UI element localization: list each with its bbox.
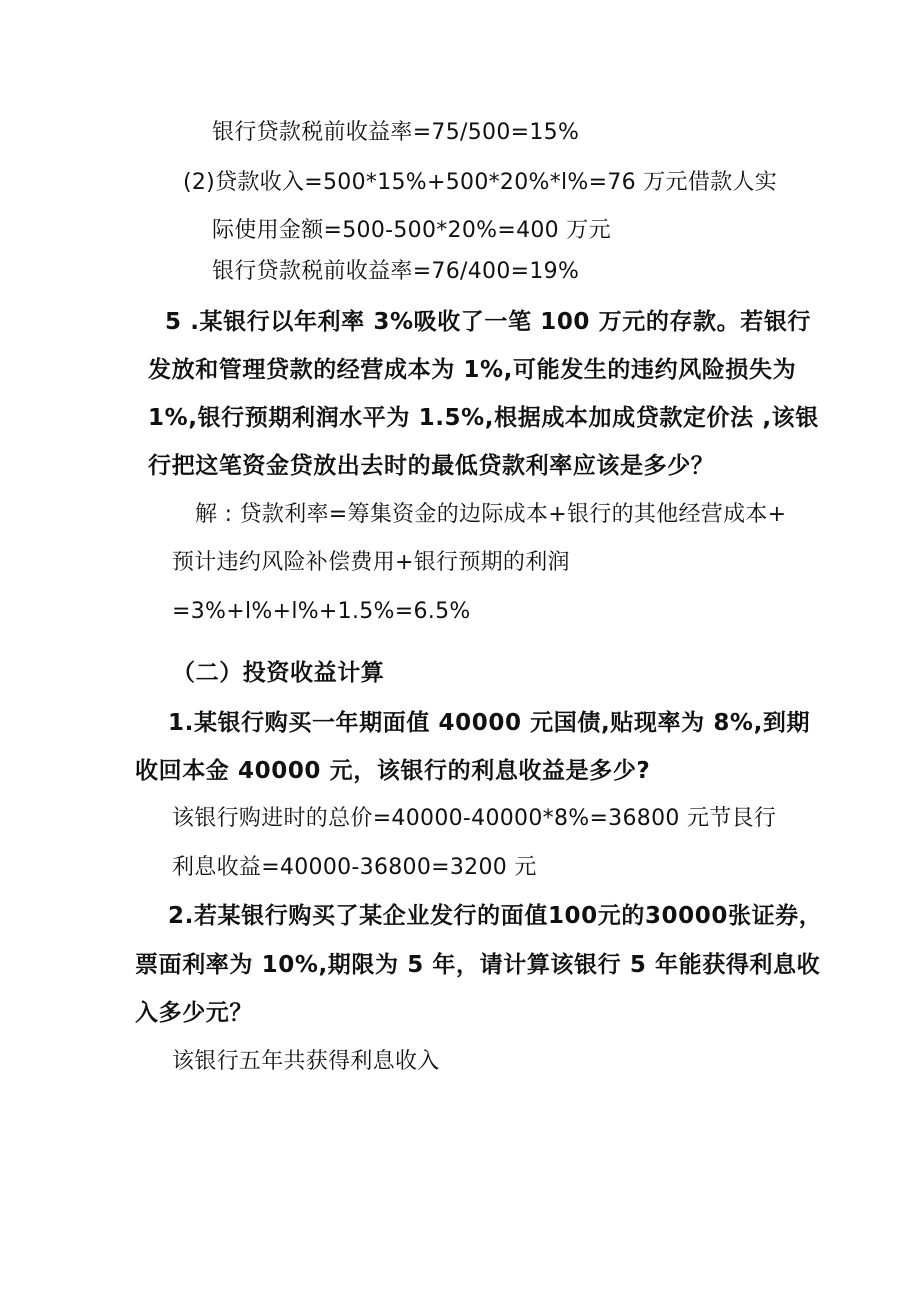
text-line-yield-1: 银行贷款税前收益率=75/500=15% [212,120,580,145]
section-heading: （二）投资收益计算 [172,660,385,686]
answer-5-line-3: =3%+l%+l%+1.5%=6.5% [172,599,471,624]
answer-5-line-2: 预计违约风险补偿费用+银行预期的利润 [172,550,570,575]
answer-2-line-1: 该银行五年共获得利息收入 [172,1049,440,1074]
question-5-line-1: 5 .某银行以年利率 3%吸收了一笔 100 万元的存款。若银行 [165,309,812,335]
answer-1-line-1: 该银行购进时的总价=40000-40000*8%=36800 元节艮行 [172,806,777,831]
question-1-line-1: 1.某银行购买一年期面值 40000 元国债,贴现率为 8%,到期 [168,710,811,736]
question-1-line-2: 收回本金 40000 元，该银行的利息收益是多少? [135,758,651,784]
text-line-actual-amount: 际使用金额=500-500*20%=400 万元 [212,218,611,243]
text-line-yield-2: 银行贷款税前收益率=76/400=19% [212,259,580,284]
question-5-line-3: 1%,银行预期利润水平为 1.5%,根据成本加成贷款定价法 ,该银 [148,405,819,431]
question-5-line-4: 行把这笔资金贷放出去时的最低贷款利率应该是多少？ [148,453,715,479]
question-2-line-1: 2.若某银行购买了某企业发行的面值100元的30000张证券， [168,903,823,929]
answer-5-line-1: 解 : 贷款利率=筹集资金的边际成本+银行的其他经营成本+ [195,502,787,527]
question-2-line-2: 票面利率为 10%,期限为 5 年，请计算该银行 5 年能获得利息收 [135,952,821,978]
text-line-loan-income: (2)贷款收入=500*15%+500*20%*l%=76 万元借款人实 [183,170,778,195]
answer-1-line-2: 利息收益=40000-36800=3200 元 [172,855,537,880]
question-2-line-3: 入多少元？ [135,1000,253,1026]
question-5-line-2: 发放和管理贷款的经营成本为 1%,可能发生的违约风险损失为 [148,357,797,383]
